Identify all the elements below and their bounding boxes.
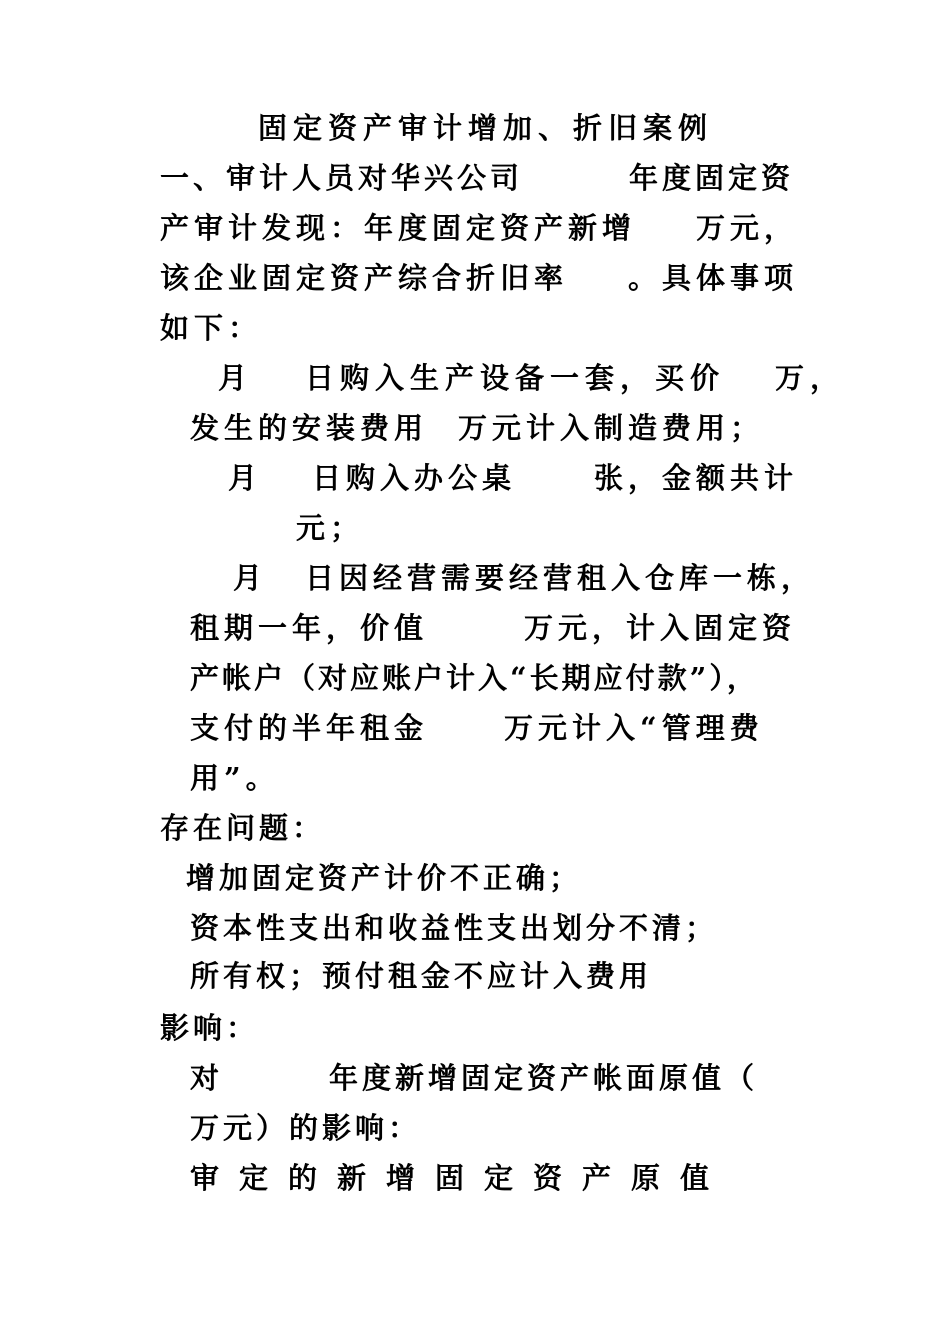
- item-1-line-1: [218, 360, 845, 396]
- problem-3: 所有权；预付租金不应计入费用: [190, 959, 653, 993]
- intro-line-1: [160, 160, 794, 196]
- item-text: 支付的半年租金: [190, 711, 429, 745]
- item-2-line-2: 元；: [296, 511, 365, 545]
- document-title: 固定资产审计增加、折旧案例: [258, 111, 714, 145]
- item-text: 月: [228, 461, 263, 495]
- intro-text: 该企业固定资产综合折旧率: [160, 261, 569, 295]
- item-text: 万元，计入固定资: [524, 611, 797, 645]
- impact-line-2: 万元）的影响：: [190, 1111, 422, 1145]
- impact-text: 年度新增固定资产帐面原值（: [329, 1061, 759, 1095]
- item-3-line-5: 用”。: [190, 761, 280, 795]
- item-text: 租期一年，价值: [190, 611, 429, 645]
- intro-text: 产审计发现：年度固定资产新增: [160, 211, 637, 245]
- item-1-line-2: [190, 410, 764, 446]
- item-2-line-1: [228, 460, 798, 496]
- item-text: 万元计入制造费用；: [458, 411, 765, 445]
- item-3-line-1: [233, 560, 815, 596]
- item-text: 张，金额共计: [594, 461, 799, 495]
- item-3-line-2: [190, 610, 796, 646]
- intro-line-3: [160, 260, 798, 296]
- item-text: 日购入生产设备一套，买价: [305, 361, 726, 395]
- intro-line-4: 如下：: [160, 311, 263, 345]
- item-text: 日购入办公桌: [312, 461, 517, 495]
- impact-line-1: [190, 1060, 758, 1096]
- problem-2: 资本性支出和收益性支出划分不清；: [190, 911, 719, 945]
- item-text: 万，: [775, 361, 846, 395]
- intro-text: 一、审计人员对华兴公司: [160, 161, 524, 195]
- item-text: 发生的安装费用: [190, 411, 429, 445]
- item-3-line-3: 产帐户（对应账户计入“长期应付款”），: [190, 661, 759, 695]
- impact-heading: 影响：: [160, 1011, 260, 1045]
- item-text: 万元计入“管理费: [504, 711, 764, 745]
- item-text: 月: [233, 561, 268, 595]
- problems-heading: 存在问题：: [160, 811, 326, 845]
- intro-line-2: [160, 210, 798, 246]
- impact-text: 对: [190, 1061, 224, 1095]
- impact-line-3: 审定的新增固定资产原值: [190, 1161, 730, 1195]
- intro-text: 年度固定资: [629, 161, 795, 195]
- item-text: 月: [218, 361, 254, 395]
- problem-1: 增加固定资产计价不正确；: [186, 861, 583, 895]
- intro-text: 万元，: [696, 211, 799, 245]
- intro-text: 。具体事项: [628, 261, 799, 295]
- item-3-line-4: [190, 710, 764, 746]
- item-text: 日因经营需要经营租入仓库一栋，: [305, 561, 816, 595]
